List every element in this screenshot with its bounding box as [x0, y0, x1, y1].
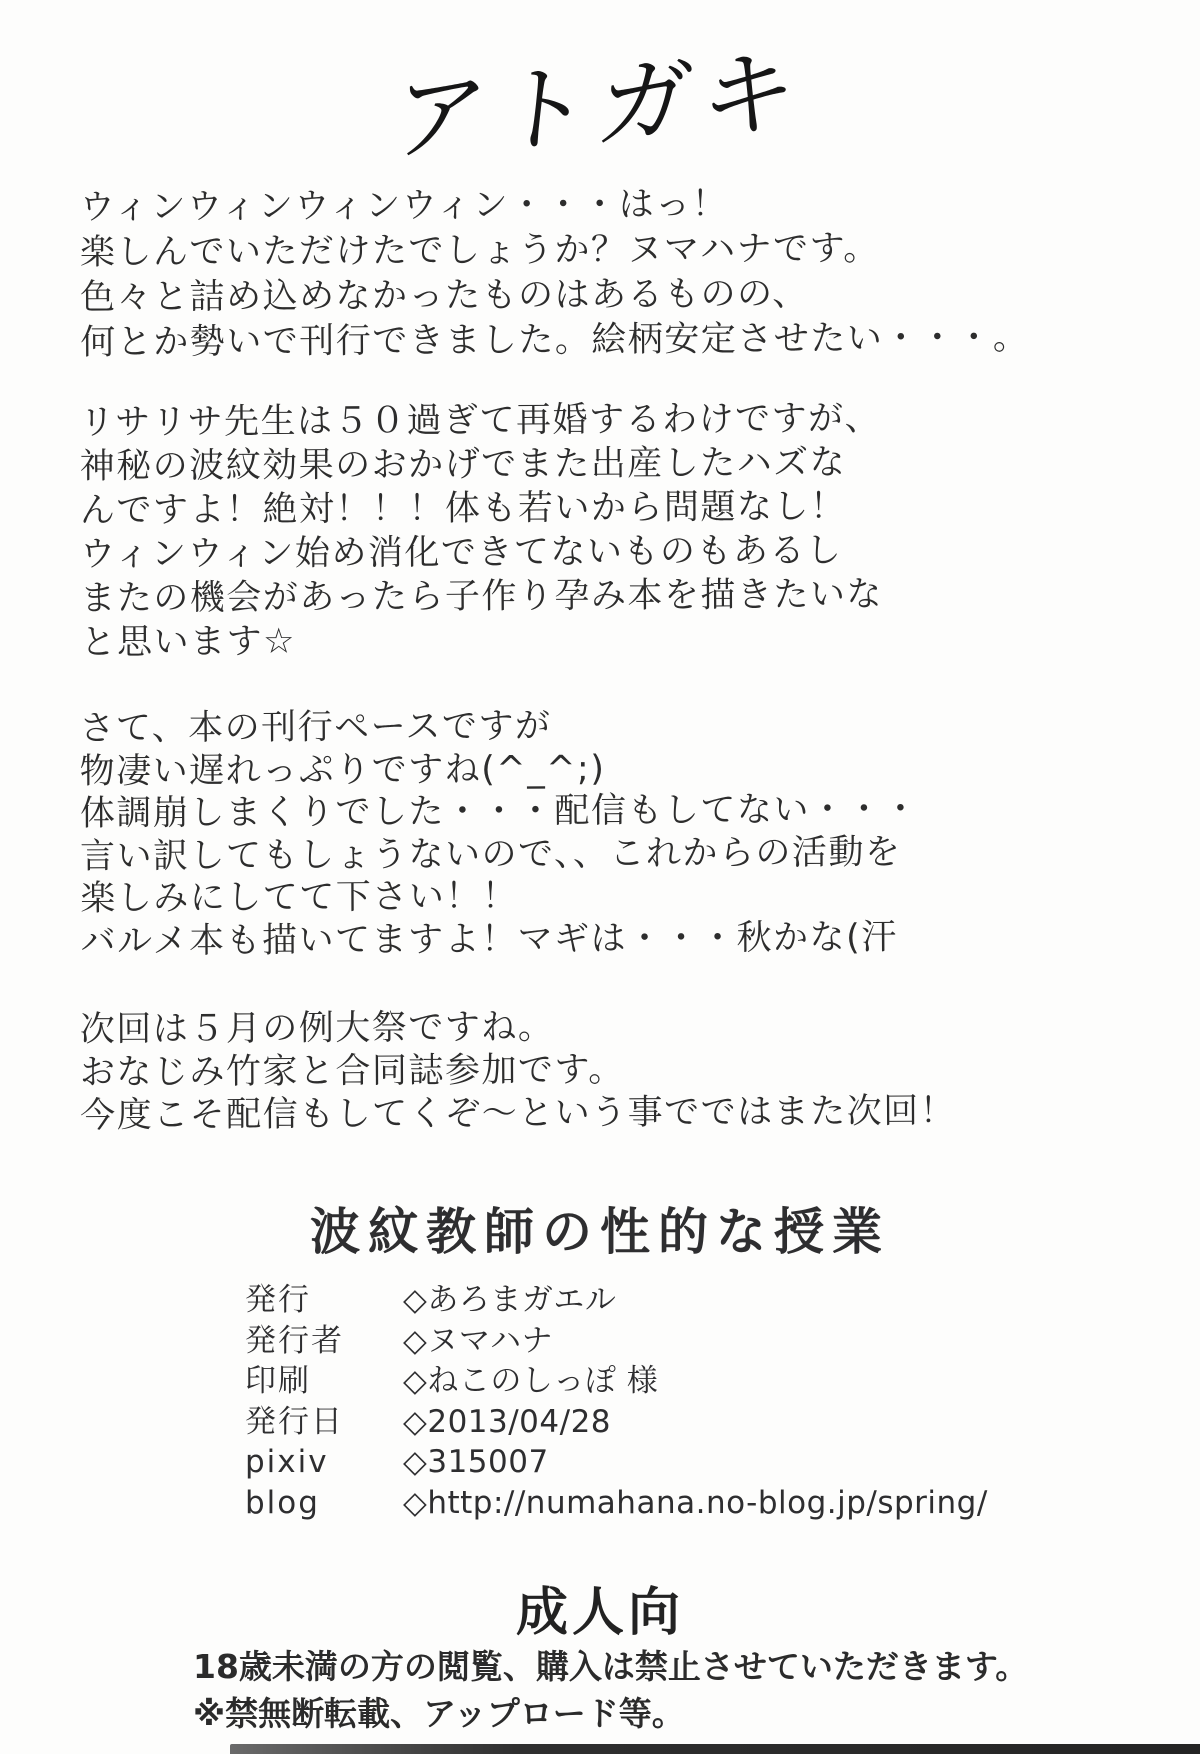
afterword-title: アトガキ [387, 37, 811, 177]
colophon-value: ◇ヌマハナ [403, 1322, 554, 1359]
colophon-value: ◇ねこのしっぽ 様 [403, 1363, 659, 1399]
afterword-line: 体調崩しまくりでした・・・配信もしてない・・・ [79, 789, 920, 834]
colophon-value: ◇あろまガエル [403, 1282, 617, 1318]
afterword-line: リサリサ先生は５０過ぎて再婚するわけですが、 [79, 398, 882, 443]
afterword-paragraph-2 [79, 395, 1160, 665]
afterword-line: 神秘の波紋効果のおかげでまた出産したハズな [79, 442, 847, 487]
afterword-paragraph-4 [80, 1003, 1161, 1138]
afterword-line: 色々と詰め込めなかったものはあるものの、 [80, 274, 809, 318]
afterword-paragraph-3 [79, 702, 1160, 963]
colophon-row-date [245, 1402, 1160, 1443]
colophon-label: blog [245, 1484, 320, 1521]
afterword-line: 何とか勢いで刊行できました。絵柄安定させたい・・・。 [80, 317, 1030, 363]
afterword-line: 言い訳してもしょうないので、、これからの活動を [80, 832, 902, 877]
colophon-row-author [245, 1321, 1160, 1362]
afterword-line: 今度こそ配信もしてくぞ～という事でではまた次回！ [80, 1091, 957, 1136]
warning-line: ※禁無断転載、アップロード等。 [193, 1694, 685, 1733]
afterword-line: 楽しんでいただけたでしょうか？ヌマハナです。 [79, 228, 880, 273]
rating-warnings [193, 1643, 1160, 1737]
afterword-line: またの機会があったら子作り孕み本を描きたいな [80, 574, 884, 619]
book-title: 波紋教師の性的な授業 [310, 1203, 890, 1261]
colophon-row-printer [245, 1361, 1160, 1402]
afterword-line: バルメ本も描いてますよ！マギは・・・秋かな(汗 [80, 917, 898, 962]
colophon-row-pixiv [245, 1442, 1160, 1483]
afterword-line: ウィンウィンウィンウィン・・・はっ！ [79, 184, 729, 228]
colophon-label: 発行 [245, 1282, 311, 1318]
scan-edge-artifact [230, 1744, 1200, 1754]
adult-rating-label: 成人向 [515, 1583, 684, 1643]
colophon-row-blog [245, 1483, 1160, 1524]
afterword-line: 次回は５月の例大祭ですね。 [79, 1007, 555, 1050]
colophon-value: ◇315007 [403, 1444, 549, 1480]
afterword-line: 楽しみにしてて下さい！！ [80, 876, 519, 919]
colophon-label: pixiv [245, 1444, 329, 1480]
afterword-paragraph-1 [80, 180, 1161, 366]
afterword-line: おなじみ竹家と合同誌参加です。 [79, 1049, 625, 1093]
colophon [245, 1280, 1160, 1523]
afterword-line: さて、本の刊行ペースですが [79, 706, 552, 749]
colophon-value: ◇2013/04/28 [403, 1403, 612, 1440]
colophon-label: 発行者 [245, 1322, 344, 1359]
colophon-value: ◇http://numahana.no-blog.jp/spring/ [403, 1484, 988, 1521]
afterword-line: 物凄い遅れっぷりですね(^_^;) [79, 748, 606, 792]
afterword-line: ウィンウィン始め消化できてないものもあるし [80, 530, 843, 575]
colophon-label: 印刷 [245, 1363, 311, 1399]
colophon-row-publisher [245, 1280, 1160, 1321]
afterword-line: んですよ！絶対！！！体も若いから問題なし！ [79, 486, 847, 531]
warning-line: 18歳未満の方の閲覧、購入は禁止させていただきます。 [193, 1647, 1029, 1686]
afterword-line: と思います☆ [80, 621, 297, 663]
colophon-label: 発行日 [245, 1403, 344, 1440]
